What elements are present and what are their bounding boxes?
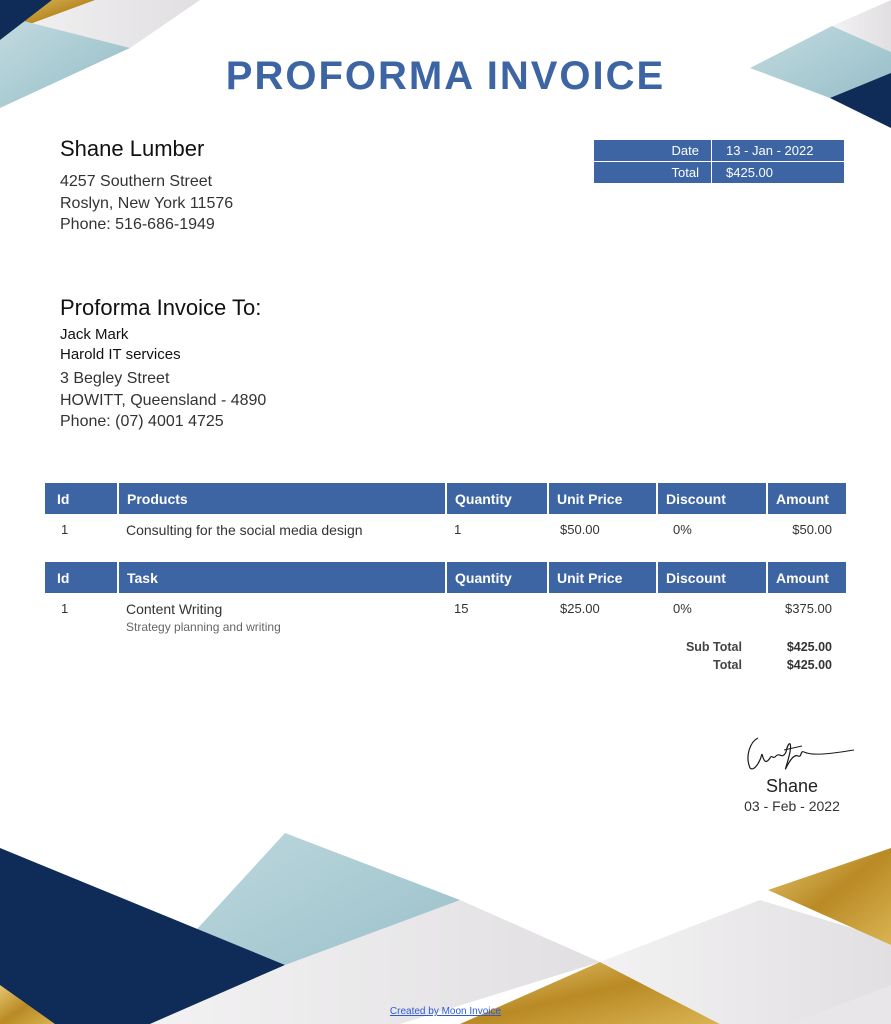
row-quantity: 1	[454, 522, 462, 537]
table-row	[45, 593, 846, 634]
col-header-amount: Amount	[767, 483, 846, 514]
subtotal-value: $425.00	[786, 640, 832, 654]
page-title: PROFORMA INVOICE	[225, 54, 666, 98]
col-header-id: Id	[45, 562, 118, 593]
meta-row-date	[594, 140, 845, 162]
meta-total-value: $425.00	[712, 162, 845, 184]
totals-table	[640, 638, 832, 674]
signature-date: 03 - Feb - 2022	[744, 798, 840, 814]
meta-date-label: Date	[594, 140, 712, 162]
signatory-name: Shane	[765, 776, 819, 796]
subtotal-row	[640, 638, 832, 656]
total-row	[640, 656, 832, 674]
row-task-subtitle: Strategy planning and writing	[126, 620, 281, 634]
client-address	[60, 368, 266, 433]
col-header-discount: Discount	[657, 483, 767, 514]
row-amount: $375.00	[785, 601, 832, 616]
col-header-products: Products	[118, 483, 446, 514]
task-header-row	[45, 562, 846, 593]
task-table	[45, 562, 846, 634]
client-name: Jack Mark	[60, 326, 129, 343]
row-quantity: 15	[454, 601, 469, 616]
client-street: 3 Begley Street	[60, 370, 170, 387]
client-city: HOWITT, Queensland - 4890	[60, 391, 267, 409]
col-header-discount: Discount	[657, 562, 767, 593]
col-header-task: Task	[118, 562, 446, 593]
total-label: Total	[713, 658, 742, 672]
meta-total-label: Total	[594, 162, 712, 184]
meta-date-value: 13 - Jan - 2022	[712, 140, 845, 162]
row-task-title: Content Writing	[126, 601, 223, 617]
products-table	[45, 483, 846, 538]
row-amount: $50.00	[792, 522, 832, 537]
seller-address	[60, 171, 233, 236]
seller-name: Shane Lumber	[60, 136, 205, 161]
col-header-id: Id	[45, 483, 118, 514]
seller-street: 4257 Southern Street	[60, 173, 213, 190]
client-company: Harold IT services	[60, 346, 181, 363]
signature-image	[740, 732, 860, 778]
row-unit-price: $25.00	[560, 601, 600, 616]
subtotal-label: Sub Total	[685, 640, 742, 654]
row-id: 1	[61, 522, 69, 537]
row-unit-price: $50.00	[560, 522, 600, 537]
table-row	[45, 514, 846, 538]
bill-to-heading: Proforma Invoice To:	[60, 295, 262, 320]
row-description	[118, 593, 446, 634]
row-id: 1	[61, 601, 69, 616]
col-header-quantity: Quantity	[446, 562, 548, 593]
total-value: $425.00	[786, 658, 832, 672]
row-discount: 0%	[673, 601, 692, 616]
created-by-link[interactable]: Created by Moon Invoice	[389, 1006, 502, 1017]
row-description: Consulting for the social media design	[126, 522, 363, 538]
row-discount: 0%	[673, 522, 692, 537]
products-header-row	[45, 483, 846, 514]
meta-row-total	[594, 162, 845, 184]
client-phone: Phone: (07) 4001 4725	[60, 413, 224, 430]
seller-phone: Phone: 516-686-1949	[60, 216, 215, 233]
col-header-unit-price: Unit Price	[548, 483, 657, 514]
seller-city: Roslyn, New York 11576	[60, 194, 234, 212]
col-header-amount: Amount	[767, 562, 846, 593]
col-header-quantity: Quantity	[446, 483, 548, 514]
invoice-meta-table	[593, 139, 845, 184]
col-header-unit-price: Unit Price	[548, 562, 657, 593]
